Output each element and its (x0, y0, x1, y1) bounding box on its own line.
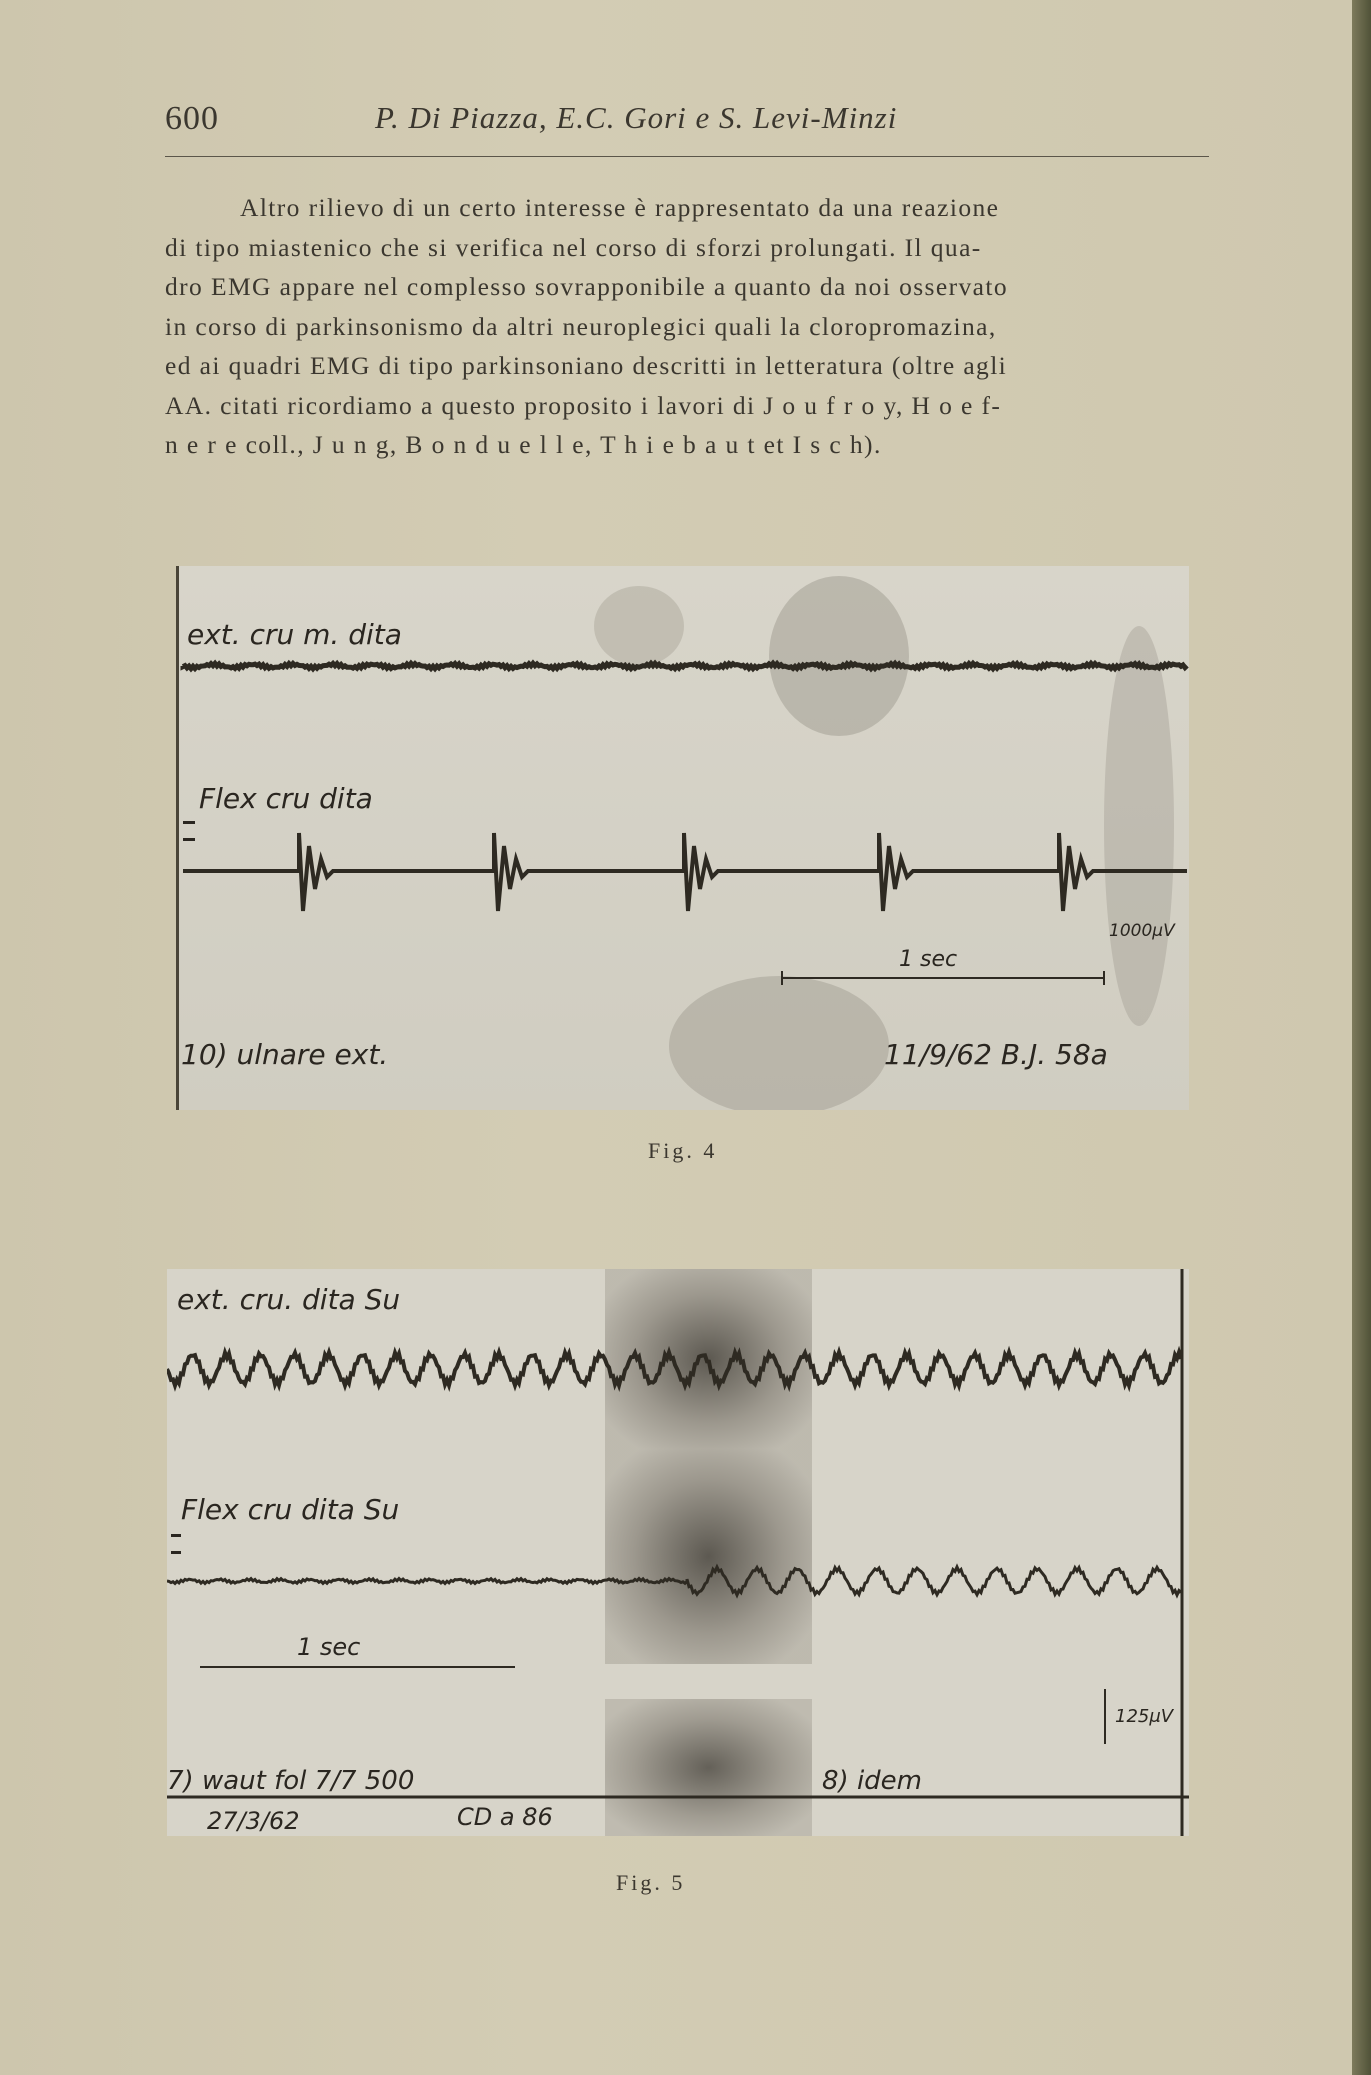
figure-5-emg-plate (167, 1269, 1189, 1836)
fig4-top-trace-label: ext. cru m. dita (187, 618, 402, 651)
fig5-scale-label: 125μV (1115, 1706, 1174, 1727)
photo-smudge (669, 976, 889, 1110)
fig5-time-label: 1 sec (297, 1633, 361, 1661)
photo-dark-patch (605, 1449, 812, 1664)
header-rule (165, 156, 1209, 157)
paragraph-line: di tipo miastenico che si verifica nel corso di sforzi prolungati. Il qua- (165, 232, 982, 262)
calibration-mark (171, 1534, 181, 1537)
page-number: 600 (165, 100, 219, 137)
fig4-footer-right: 11/9/62 B.J. 58a (884, 1038, 1108, 1071)
calibration-mark (183, 838, 195, 841)
running-head (165, 100, 1209, 144)
figure-4-caption: Fig. 4 (648, 1138, 718, 1163)
fig4-bottom-emg-trace (183, 833, 1187, 911)
paragraph-line: in corso di parkinsonismo da altri neuroplegici quali la cloropromazina, (165, 311, 997, 341)
figure-5-caption: Fig. 5 (616, 1870, 686, 1895)
photo-smudge (594, 586, 684, 666)
fig5-footer-left: 7) waut fol 7/7 500 (167, 1766, 415, 1796)
fig4-footer-left: 10) ulnare ext. (181, 1038, 389, 1071)
body-paragraph (165, 188, 1210, 465)
calibration-mark (183, 821, 195, 824)
figure-4-emg-plate (176, 566, 1189, 1110)
book-spine-edge (1352, 0, 1371, 2075)
fig5-footer-code: CD a 86 (457, 1803, 553, 1831)
fig4-bottom-trace-label: Flex cru dita (199, 782, 373, 815)
fig4-time-label: 1 sec (899, 947, 958, 972)
photo-smudge (1104, 626, 1174, 1026)
paragraph-line: AA. citati ricordiamo a questo proposito i lavori di J o u f r o y, H o e f- (165, 390, 1002, 420)
photo-dark-patch (605, 1699, 812, 1836)
calibration-mark (171, 1551, 181, 1554)
fig5-bottom-trace-label: Flex cru dita Su (181, 1493, 400, 1526)
fig4-top-emg-trace (183, 663, 1187, 668)
paragraph-line: n e r e coll., J u n g, B o n d u e l l e, T h i e b a u t et I s c h). (165, 430, 882, 459)
paragraph-line: Altro rilievo di un certo interesse è rappresentato da una reazione (240, 193, 1000, 222)
fig5-footer-right: 8) idem (822, 1766, 923, 1796)
paragraph-line: dro EMG appare nel complesso sovrapponibile a quanto da noi osservato (165, 272, 1008, 301)
fig4-scale-label: 1000μV (1109, 921, 1175, 941)
photo-smudge (769, 576, 909, 736)
paragraph-line: ed ai quadri EMG di tipo parkinsoniano descritti in letteratura (oltre agli (165, 351, 1008, 380)
running-head-authors: P. Di Piazza, E.C. Gori e S. Levi-Minzi (375, 100, 898, 135)
fig5-footer-date: 27/3/62 (207, 1807, 300, 1835)
fig5-top-trace-label: ext. cru. dita Su (177, 1283, 401, 1316)
